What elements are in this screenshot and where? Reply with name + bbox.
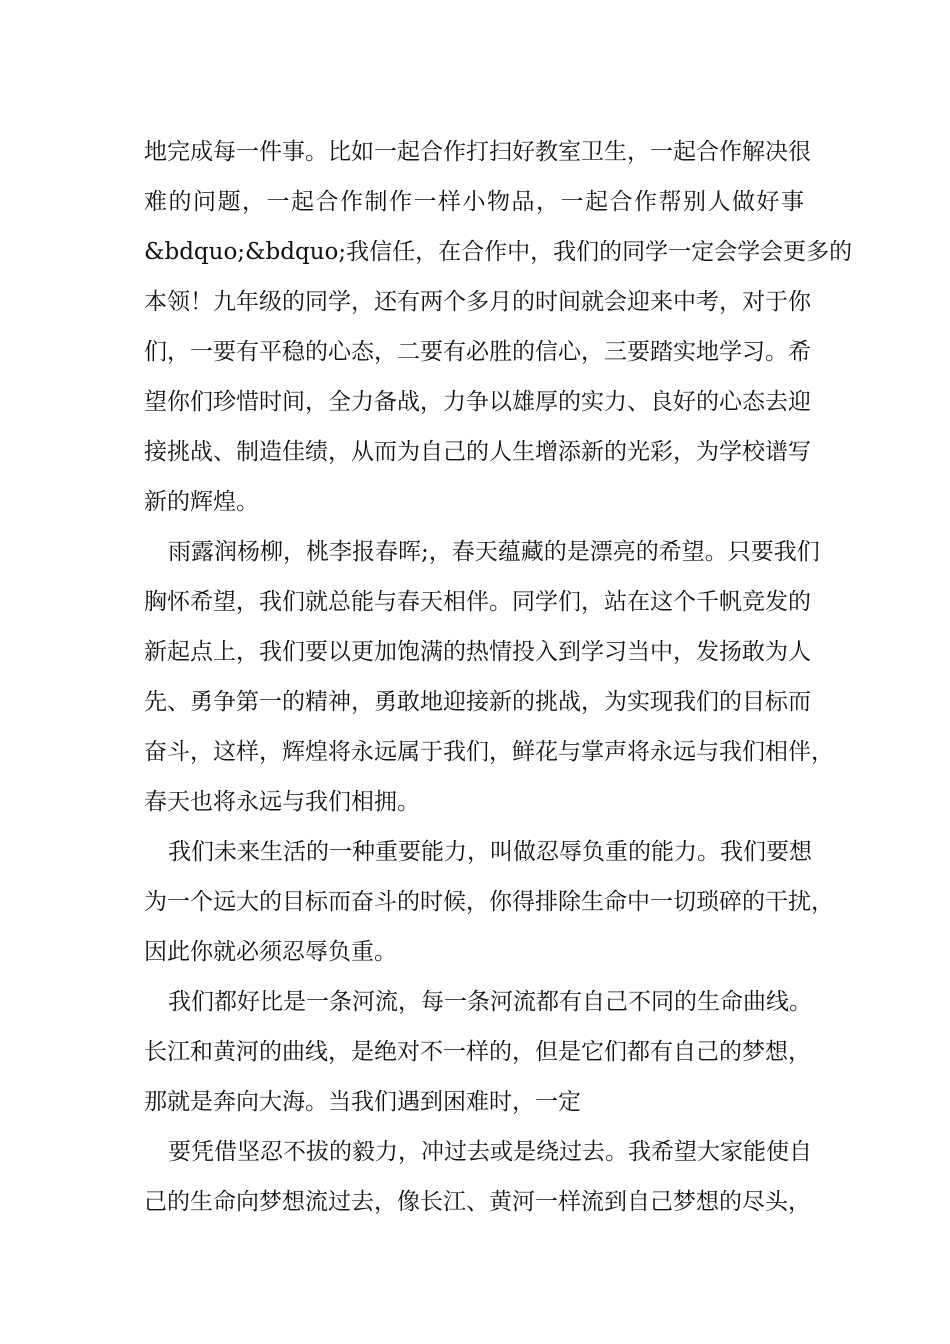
text-line: 因此你就必须忍辱负重。 [144, 939, 397, 965]
text-line: 奋斗，这样，辉煌将永远属于我们，鲜花与掌声将永远与我们相伴， [144, 739, 834, 765]
text-line: 接挑战、制造佳绩，从而为自己的人生增添新的光彩，为学校谱写 [144, 439, 811, 465]
text-line: 己的生命向梦想流过去，像长江、黄河一样流到自己梦想的尽头， [144, 1189, 811, 1215]
text-line: 春天也将永远与我们相拥。 [144, 789, 420, 815]
text-line: 长江和黄河的曲线，是绝对不一样的，但是它们都有自己的梦想， [144, 1039, 811, 1065]
paragraph-first-line: 我们未来生活的一种重要能力，叫做忍辱负重的能力。我们要想 [168, 839, 812, 865]
text-line: 新起点上，我们要以更加饱满的热情投入到学习当中，发扬敢为人 [144, 639, 811, 665]
text-line: 那就是奔向大海。当我们遇到困难时，一定 [144, 1089, 581, 1115]
text-line: 为一个远大的目标而奋斗的时候，你得排除生命中一切琐碎的干扰， [144, 889, 834, 915]
paragraph-first-line: 雨露润杨柳，桃李报春晖;，春天蕴藏的是漂亮的希望。只要我们 [168, 539, 820, 565]
text-line: 本领！九年级的同学，还有两个多月的时间就会迎来中考，对于你 [144, 289, 811, 315]
text-line: 望你们珍惜时间，全力备战，力争以雄厚的实力、良好的心态去迎 [144, 389, 811, 415]
text-line: 难的问题，一起合作制作一样小物品，一起合作帮别人做好事 [144, 189, 804, 215]
text-line: 地完成每一件事。比如一起合作打扫好教室卫生，一起合作解决很 [144, 139, 811, 165]
text-line: 们，一要有平稳的心态，二要有必胜的信心，三要踏实地学习。希 [144, 339, 811, 365]
paragraph-first-line: 我们都好比是一条河流，每一条河流都有自己不同的生命曲线。 [168, 989, 812, 1015]
paragraph-first-line: 要凭借坚忍不拔的毅力，冲过去或是绕过去。我希望大家能使自 [168, 1139, 812, 1165]
text-line: 先、勇争第一的精神，勇敢地迎接新的挑战，为实现我们的目标而 [144, 689, 811, 715]
text-line: 新的辉煌。 [144, 489, 259, 515]
text-line: 胸怀希望，我们就总能与春天相伴。同学们，站在这个千帆竞发的 [144, 589, 811, 615]
text-line: &bdquo;&bdquo;我信任，在合作中，我们的同学一定会学会更多的 [144, 239, 853, 265]
